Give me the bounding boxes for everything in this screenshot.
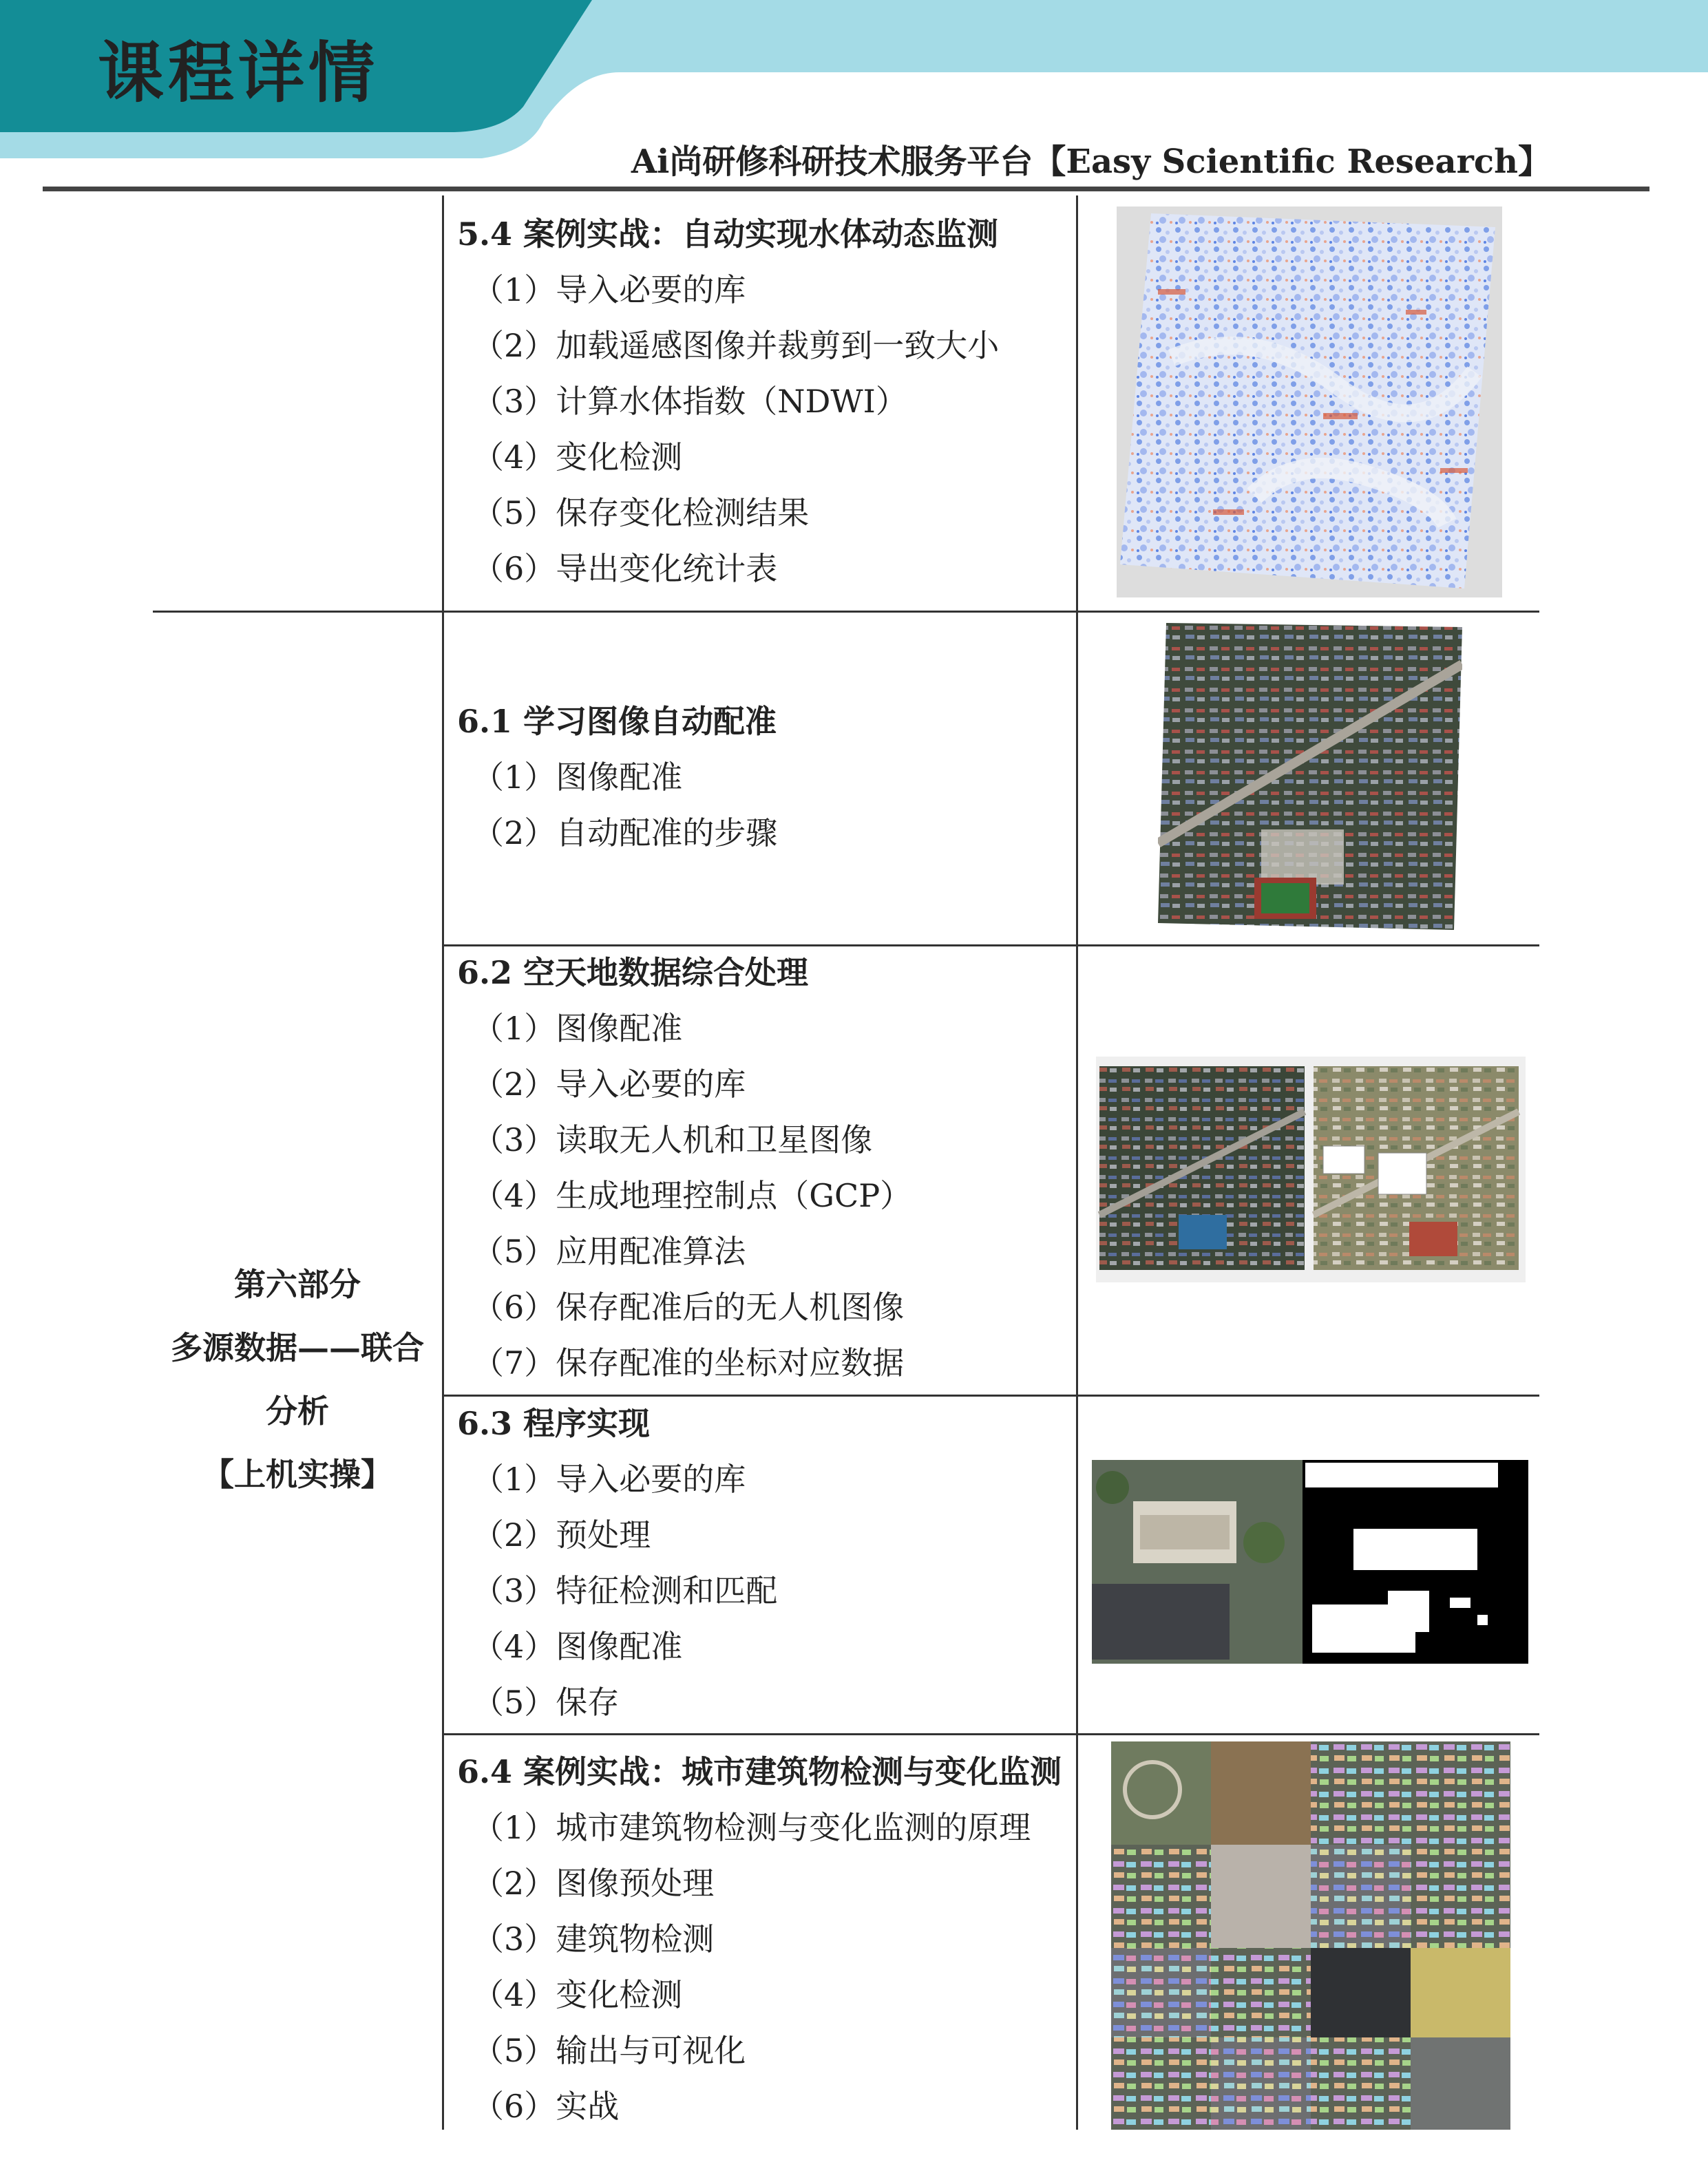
section-item: （2）导入必要的库 bbox=[472, 1066, 746, 1103]
section-item: （2）自动配准的步骤 bbox=[472, 814, 778, 851]
table-row-divider bbox=[442, 1733, 1539, 1735]
section-6-1 bbox=[457, 694, 777, 861]
part-number: 第六部分 bbox=[234, 1266, 361, 1303]
building-detection-mosaic bbox=[1111, 1741, 1510, 2130]
section-item: （1）城市建筑物检测与变化监测的原理 bbox=[472, 1809, 1031, 1846]
section-title: 6.3 程序实现 bbox=[457, 1405, 651, 1442]
gcp-registration-image bbox=[1096, 1057, 1526, 1282]
section-item: （4）生成地理控制点（GCP） bbox=[472, 1177, 912, 1214]
part-title-line1: 多源数据——联合 bbox=[171, 1329, 424, 1366]
section-6-2 bbox=[457, 945, 911, 1391]
section-6-4 bbox=[457, 1744, 1062, 2135]
section-item: （1）导入必要的库 bbox=[472, 271, 746, 308]
part-tag: 【上机实操】 bbox=[202, 1456, 392, 1493]
section-item: （5）保存变化检测结果 bbox=[472, 494, 810, 531]
section-item: （1）图像配准 bbox=[472, 1010, 683, 1047]
section-item: （1）图像配准 bbox=[472, 759, 683, 796]
part-label bbox=[153, 1253, 442, 1506]
section-item: （4）图像配准 bbox=[472, 1628, 683, 1665]
page-title: 课程详情 bbox=[98, 34, 379, 112]
section-item: （3）计算水体指数（NDWI） bbox=[472, 383, 907, 420]
section-title: 6.2 空天地数据综合处理 bbox=[457, 954, 809, 991]
section-item: （3）特征检测和匹配 bbox=[472, 1572, 778, 1609]
section-title: 6.4 案例实战：城市建筑物检测与变化监测 bbox=[457, 1753, 1062, 1790]
section-item: （4）变化检测 bbox=[472, 1976, 683, 2013]
section-item: （6）导出变化统计表 bbox=[472, 550, 778, 587]
section-item: （1）导入必要的库 bbox=[472, 1461, 746, 1498]
table-row-divider bbox=[153, 611, 1539, 613]
section-item: （4）变化检测 bbox=[472, 438, 683, 476]
table-vertical-line-right bbox=[1076, 195, 1078, 2130]
section-item: （5）应用配准算法 bbox=[472, 1233, 746, 1270]
section-item: （2）图像预处理 bbox=[472, 1865, 715, 1902]
section-title: 6.1 学习图像自动配准 bbox=[457, 703, 777, 740]
platform-name: Ai尚研修科研技术服务平台【Easy Scientific Research】 bbox=[631, 142, 1551, 181]
section-item: （3）建筑物检测 bbox=[472, 1920, 715, 1958]
section-item: （3）读取无人机和卫星图像 bbox=[472, 1121, 873, 1158]
section-item: （2）加载遥感图像并裁剪到一致大小 bbox=[472, 327, 1000, 364]
part-title-line2: 分析 bbox=[266, 1392, 329, 1430]
section-item: （5）输出与可视化 bbox=[472, 2032, 746, 2069]
section-item: （6）实战 bbox=[472, 2088, 620, 2125]
section-6-3 bbox=[457, 1396, 777, 1730]
section-5-4 bbox=[457, 206, 999, 597]
table-vertical-line-left bbox=[442, 195, 444, 2130]
header-divider bbox=[43, 187, 1649, 191]
section-item: （5）保存 bbox=[472, 1684, 620, 1721]
section-item: （6）保存配准后的无人机图像 bbox=[472, 1289, 905, 1326]
section-item: （2）预处理 bbox=[472, 1516, 651, 1554]
ndwi-change-map-image bbox=[1117, 206, 1502, 597]
building-mask-image bbox=[1092, 1460, 1528, 1664]
section-item: （7）保存配准的坐标对应数据 bbox=[472, 1344, 905, 1381]
section-title: 5.4 案例实战：自动实现水体动态监测 bbox=[457, 215, 999, 253]
satellite-aerial-image bbox=[1158, 623, 1462, 930]
